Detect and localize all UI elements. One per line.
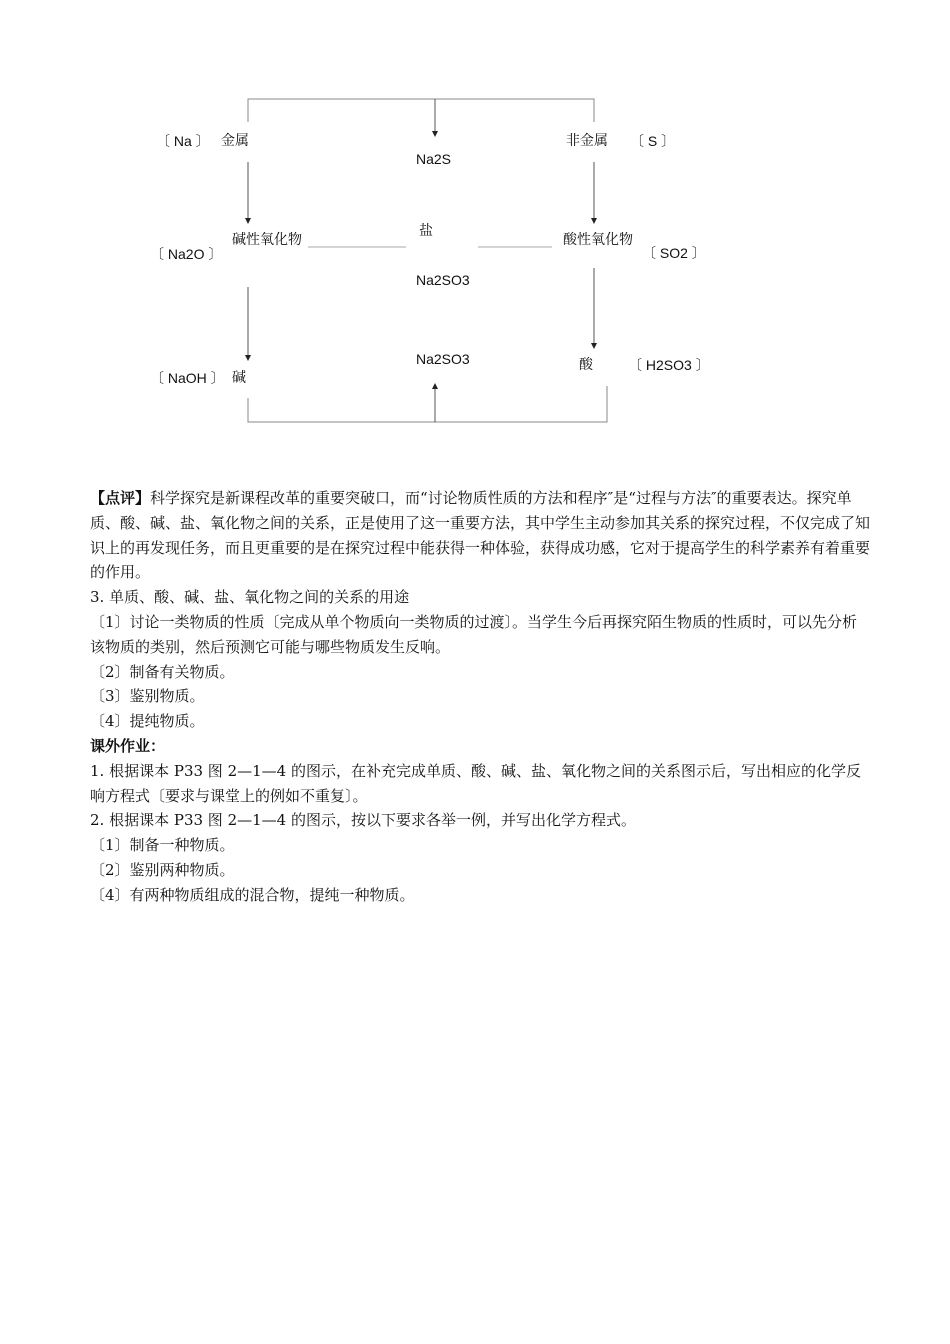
homework-item: 〔1〕制备一种物质。 [90,836,235,855]
homework-item: 〔2〕鉴别两种物质。 [90,860,235,879]
homework-item: 〔4〕有两种物质组成的混合物，提纯一种物质。 [90,885,415,904]
relationship-diagram [0,0,950,460]
nonmetal-label: 非金属 [566,133,608,149]
nonmetal-formula: 〔 S 〕 [630,133,676,149]
metal-label: 金属 [221,133,249,149]
salt-formula-2: Na2SO3 [416,351,470,367]
uses-title: 3. 单质、酸、碱、盐、氧化物之间的关系的用途 [90,588,410,607]
comment-heading: 【点评】 [90,489,151,507]
salt-label: 盐 [419,223,433,239]
acidic-oxide-formula: 〔 SO2 〕 [642,245,706,261]
salt-formula-1: Na2SO3 [416,272,470,288]
base-formula: 〔 NaOH 〕 [150,370,225,386]
comment-body: 科学探究是新课程改革的重要突破口，而“讨论物质性质的方法和程序″是“过程与方法″的重要表达。探究单质、酸、碱、盐、氧化物之间的关系，正是使用了这一重要方法，其中学生主动参加其关系的探究过程，不仅完成了知识上的再发现任务，而且更重要的是在探究过程中能获得一种体验，获得成功感，它对于提高学生的科学素养有着重要的作用。 [90,489,871,582]
top-product-formula: Na2S [416,151,452,167]
uses-item: 〔1〕讨论一类物质的性质〔完成从单个物质向一类物质的过渡〕。当学生今后再探究陌生物质的性质时，可以先分析该物质的类别，然后预测它可能与哪些物质发生反响。 [90,612,858,656]
document-body [90,486,870,908]
acid-formula: 〔 H2SO3 〕 [628,357,710,373]
homework-item: 1. 根据课本 P33 图 2—1—4 的图示，在补充完成单质、酸、碱、盐、氧化物之间的关系图示后，写出相应的化学反响方程式〔要求与课堂上的例如不重复〕。 [90,761,861,805]
acid-label: 酸 [579,357,593,373]
diagram-lines [0,0,950,460]
top-bracket-line [248,99,594,122]
homework-heading: 课外作业： [90,736,166,755]
uses-item: 〔3〕鉴别物质。 [90,687,205,706]
base-label: 碱 [232,370,246,386]
uses-item: 〔4〕提纯物质。 [90,712,205,731]
homework-item: 2. 根据课本 P33 图 2—1—4 的图示，按以下要求各举一例，并写出化学方程式。 [90,811,636,830]
metal-formula: 〔 Na 〕 [156,133,210,149]
comment-paragraph [90,486,870,585]
uses-item: 〔2〕制备有关物质。 [90,662,235,681]
basic-oxide-label: 碱性氧化物 [232,232,302,248]
acidic-oxide-label: 酸性氧化物 [563,232,633,248]
bottom-bracket-line [248,386,607,422]
basic-oxide-formula: 〔 Na2O 〕 [150,246,223,262]
